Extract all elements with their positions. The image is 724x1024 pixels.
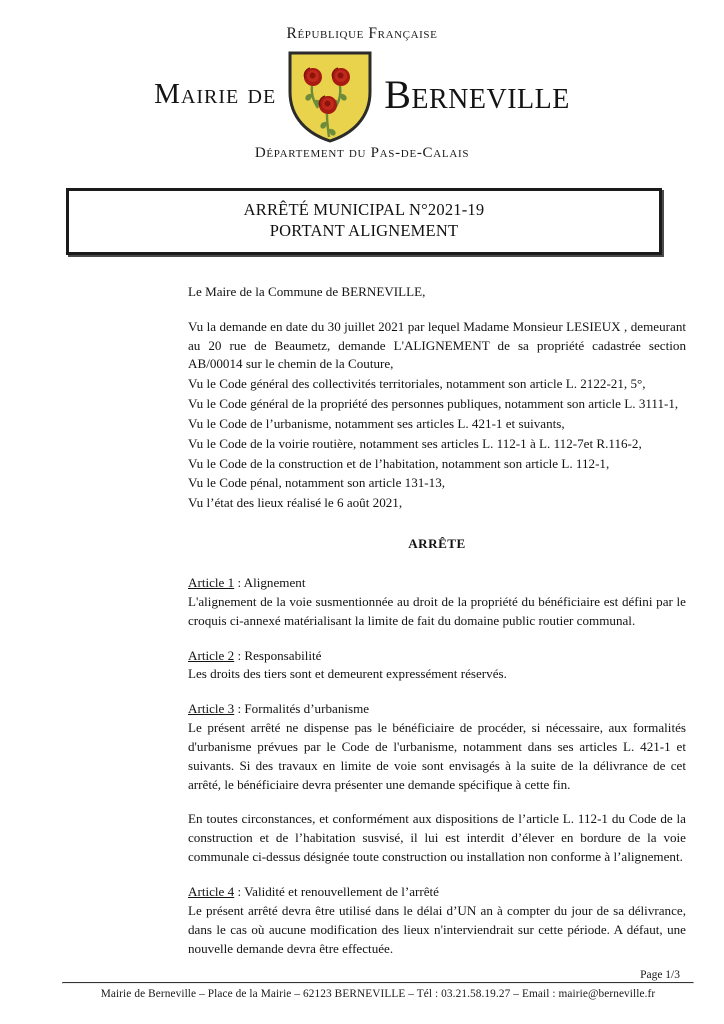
arrete-title-line-2: PORTANT ALIGNEMENT (269, 221, 459, 241)
vu-clause: Vu le Code général des collectivités territoriales, notamment son article L. 2122-21, 5°, (188, 376, 646, 392)
article-heading (188, 883, 686, 902)
footer-contact-line: Mairie de Berneville – Place de la Mairie – 62123 BERNEVILLE – Tél : 03.21.58.19.27 – Email : mairie@berneville.fr (100, 988, 656, 1000)
vu-clause: Vu le Code pénal, notamment son article 131-13, (188, 475, 446, 491)
republic-heading: République Française (286, 25, 438, 42)
intro-line: Le Maire de la Commune de BERNEVILLE, (188, 283, 426, 299)
article-heading (188, 700, 686, 719)
arrete-title-line-1: ARRÊTÉ MUNICIPAL N°2021-19 (243, 200, 485, 219)
coat-of-arms (284, 48, 376, 144)
article-title: Formalités d’urbanisme (244, 701, 370, 717)
mairie-title-row (0, 48, 724, 144)
departement-heading: Département du Pas-de-Calais (254, 144, 470, 161)
article-body: Le présent arrêté devra être utilisé dans le délai d’UN an à compter du jour de sa délivrance, dans le cas où aucune modification des lieux n'interviendrait sur cette période. A défaut, une nouvelle demande devra être effectuée. (188, 902, 686, 956)
article-label: Article 4 (188, 883, 235, 899)
vu-clause: Vu le Code de l’urbanisme, notamment ses articles L. 421-1 et suivants, (188, 415, 565, 431)
article-body: Les droits des tiers sont et demeurent expressément réservés. (188, 666, 507, 682)
article-label: Article 1 (188, 575, 235, 590)
vu-clause: Vu l’état des lieux réalisé le 6 août 2021, (188, 495, 403, 511)
vu-clause: Vu le Code de la voirie routière, notamment ses articles L. 112-1 à L. 112-7et R.116-2, (188, 435, 642, 451)
article-separator: : (234, 701, 245, 717)
vu-clause: Vu le Code de la construction et de l’habitation, notamment son article L. 112-1, (188, 455, 610, 471)
commune-name-text: Berneville (384, 71, 570, 117)
article-body: Le présent arrêté ne dispense pas le bénéficiaire de procéder, si nécessaire, aux formalités d'urbanisme prévues par le Code de l'urbanisme, notamment dans ses articles L. 421-1 et suivants. Si des travaux en limite de voie sont envisagés à la suite de la délivrance de cet arrêté, le bénéficiaire devra présenter une demande spécifique à cette fin. (188, 720, 686, 792)
vu-clause: Vu la demande en date du 30 juillet 2021 par lequel Madame Monsieur LESIEUX , demeurant au 20 rue de Beaumetz, demande L'ALIGNEMENT de sa propriété cadastrée section AB/00014 sur le chemin de la Couture, (188, 318, 686, 372)
shield-icon (284, 48, 376, 144)
article-label: Article 2 (188, 647, 235, 663)
article-title: Responsabilité (244, 647, 322, 663)
article-body: L'alignement de la voie susmentionnée au droit de la propriété du bénéficiaire est défini par le croquis ci-annexé matérialisant la limite de fait du domaine public routier communal. (188, 593, 686, 628)
page-footer (62, 969, 694, 1000)
document-body (188, 283, 686, 958)
article-heading (188, 647, 686, 666)
article-heading (188, 574, 686, 593)
vu-clause: Vu le Code général de la propriété des personnes publiques, notamment son article L. 3111-1, (188, 396, 679, 412)
article-separator: : (234, 647, 245, 663)
article-label: Article 3 (188, 701, 235, 717)
page-number: Page 1/3 (640, 969, 680, 981)
title-box (66, 188, 662, 255)
article-extra-paragraph: En toutes circonstances, et conformément aux dispositions de l’article L. 112-1 du Code de la construction et de l’habitation susvisé, il lui est interdit d’élever en bordure de la voie communale ci-dessus désignée toute construction ou installation non conforme à l’alignement. (188, 811, 686, 865)
mairie-prefix-text: Mairie de (154, 78, 277, 110)
article-title: Validité et renouvellement de l’arrêté (244, 883, 439, 899)
letterhead (0, 0, 724, 160)
arrete-heading: ARRÊTE (408, 536, 466, 552)
article-separator: : (234, 575, 244, 590)
article-separator: : (234, 883, 245, 899)
article-title: Alignement (243, 575, 306, 590)
